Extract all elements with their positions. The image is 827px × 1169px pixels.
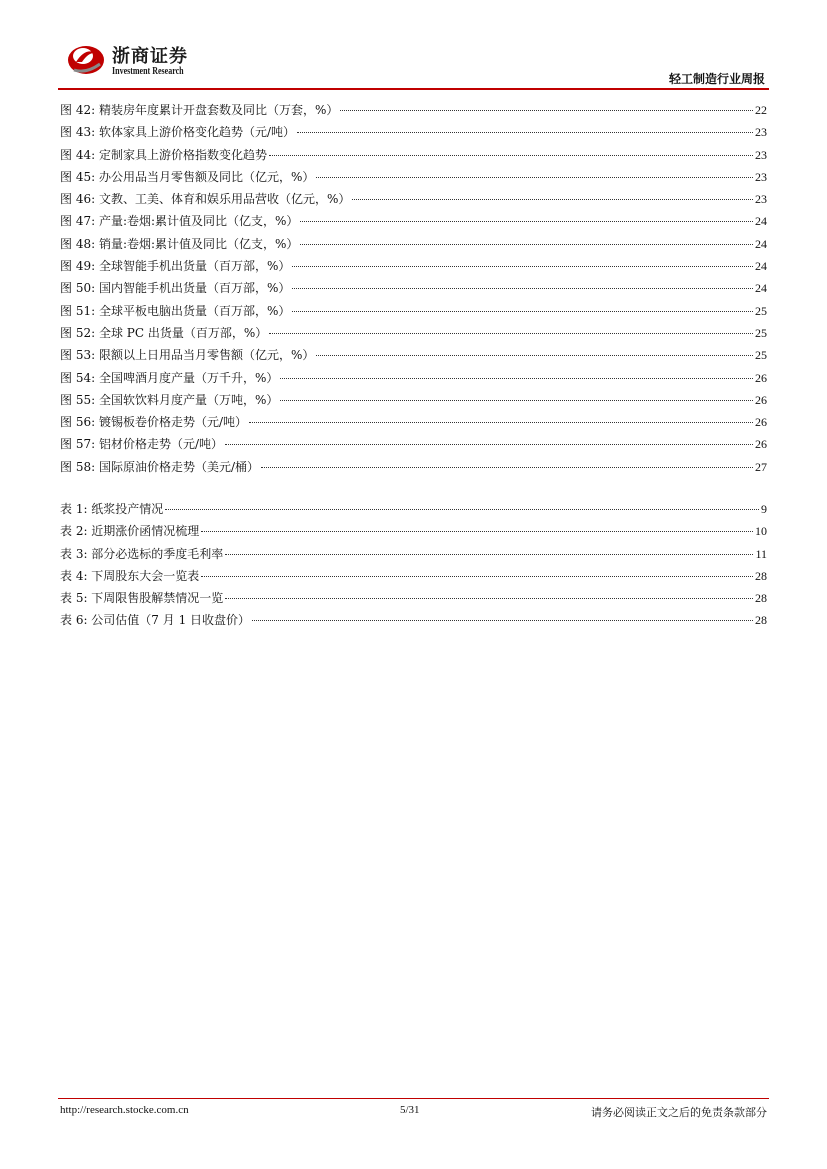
toc-leader-dots xyxy=(201,531,753,532)
toc-entry-page: 26 xyxy=(755,437,767,452)
toc-entry-label: 表 4: 下周股东大会一览表 xyxy=(60,568,200,583)
table-list xyxy=(60,500,767,634)
toc-entry-page: 10 xyxy=(755,524,767,539)
figure-toc-entry[interactable] xyxy=(60,413,767,435)
toc-entry-label: 图 52: 全球 PC 出货量（百万部，%） xyxy=(60,325,268,340)
logo-text-en: Investment Research xyxy=(112,66,184,77)
toc-entry-label: 图 55: 全国软饮料月度产量（万吨，%） xyxy=(60,392,279,407)
toc-leader-dots xyxy=(292,288,753,289)
table-toc-entry[interactable] xyxy=(60,567,767,589)
figure-toc-entry[interactable] xyxy=(60,101,767,123)
toc-leader-dots xyxy=(165,509,759,510)
toc-leader-dots xyxy=(316,355,753,356)
page-number: 5/31 xyxy=(400,1104,420,1116)
toc-leader-dots xyxy=(201,576,753,577)
header-divider xyxy=(58,88,769,90)
figure-toc-entry[interactable] xyxy=(60,346,767,368)
toc-entry-page: 28 xyxy=(755,568,767,583)
toc-entry-label: 图 56: 镀锡板卷价格走势（元/吨） xyxy=(60,415,247,430)
toc-entry-label: 表 3: 部分必选标的季度毛利率 xyxy=(60,546,224,561)
toc-entry-page: 27 xyxy=(755,459,767,474)
figure-toc-entry[interactable] xyxy=(60,190,767,212)
toc-entry-label: 图 58: 国际原油价格走势（美元/桶） xyxy=(60,459,259,474)
toc-leader-dots xyxy=(280,378,753,379)
toc-entry-page: 26 xyxy=(755,370,767,385)
toc-entry-page: 25 xyxy=(755,303,767,318)
toc-leader-dots xyxy=(225,554,753,555)
toc-entry-label: 表 6: 公司估值（7 月 1 日收盘价） xyxy=(60,613,251,628)
toc-entry-page: 24 xyxy=(755,259,767,274)
figure-toc-entry[interactable] xyxy=(60,212,767,234)
toc-entry-page: 28 xyxy=(755,613,767,628)
toc-leader-dots xyxy=(269,333,753,334)
toc-leader-dots xyxy=(292,311,753,312)
figure-list xyxy=(60,101,767,480)
toc-entry-label: 图 44: 定制家具上游价格指数变化趋势 xyxy=(60,147,267,162)
figure-toc-entry[interactable] xyxy=(60,435,767,457)
table-toc-entry[interactable] xyxy=(60,522,767,544)
table-toc-entry[interactable] xyxy=(60,500,767,522)
toc-entry-label: 图 54: 全国啤酒月度产量（万千升，%） xyxy=(60,370,279,385)
logo-text-cn: 浙商证券 xyxy=(112,46,188,67)
table-toc-entry[interactable] xyxy=(60,589,767,611)
footer-divider xyxy=(58,1098,769,1099)
toc-entry-page: 25 xyxy=(755,325,767,340)
toc-leader-dots xyxy=(300,221,753,222)
figure-toc-entry[interactable] xyxy=(60,324,767,346)
toc-entry-label: 表 1: 纸浆投产情况 xyxy=(60,502,164,516)
toc-entry-page: 24 xyxy=(755,281,767,296)
company-logo-icon xyxy=(66,40,106,76)
toc-entry-page: 24 xyxy=(755,214,767,229)
toc-entry-page: 22 xyxy=(755,103,767,117)
toc-entry-label: 图 53: 限额以上日用品当月零售额（亿元，%） xyxy=(60,348,315,363)
toc-leader-dots xyxy=(297,132,753,133)
toc-entry-label: 图 46: 文教、工美、体育和娱乐用品营收（亿元，%） xyxy=(60,192,351,207)
toc-leader-dots xyxy=(352,199,753,200)
toc-leader-dots xyxy=(300,244,753,245)
footer-url-link[interactable]: http://research.stocke.com.cn xyxy=(60,1104,189,1116)
toc-leader-dots xyxy=(292,266,753,267)
page-header xyxy=(0,0,827,95)
figure-toc-entry[interactable] xyxy=(60,279,767,301)
toc-entry-page: 26 xyxy=(755,392,767,407)
toc-entry-page: 28 xyxy=(755,591,767,606)
toc-entry-label: 图 43: 软体家具上游价格变化趋势（元/吨） xyxy=(60,125,295,140)
toc-entry-label: 图 42: 精装房年度累计开盘套数及同比（万套，%） xyxy=(60,103,339,117)
toc-entry-page: 23 xyxy=(755,147,767,162)
table-toc-entry[interactable] xyxy=(60,545,767,567)
toc-entry-label: 图 49: 全球智能手机出货量（百万部，%） xyxy=(60,259,291,274)
toc-entry-page: 11 xyxy=(755,546,767,561)
toc-entry-page: 24 xyxy=(755,236,767,251)
toc-entry-label: 表 5: 下周限售股解禁情况一览 xyxy=(60,591,224,606)
figure-toc-entry[interactable] xyxy=(60,302,767,324)
toc-entry-page: 9 xyxy=(761,502,767,516)
figure-toc-entry[interactable] xyxy=(60,146,767,168)
report-title: 轻工制造行业周报 xyxy=(668,72,765,86)
toc-entry-label: 图 48: 销量:卷烟:累计值及同比（亿支，%） xyxy=(60,236,299,251)
toc-leader-dots xyxy=(225,598,753,599)
figure-toc-entry[interactable] xyxy=(60,458,767,480)
toc-entry-page: 26 xyxy=(755,415,767,430)
toc-entry-label: 图 51: 全球平板电脑出货量（百万部，%） xyxy=(60,303,291,318)
figure-toc-entry[interactable] xyxy=(60,168,767,190)
toc-leader-dots xyxy=(269,155,753,156)
figure-toc-entry[interactable] xyxy=(60,369,767,391)
toc-leader-dots xyxy=(261,467,753,468)
toc-entry-page: 23 xyxy=(755,192,767,207)
toc-entry-label: 表 2: 近期涨价函情况梳理 xyxy=(60,524,200,539)
toc-leader-dots xyxy=(280,400,753,401)
toc-entry-label: 图 50: 国内智能手机出货量（百万部，%） xyxy=(60,281,291,296)
toc-entry-page: 25 xyxy=(755,348,767,363)
figure-toc-entry[interactable] xyxy=(60,123,767,145)
toc-leader-dots xyxy=(249,422,753,423)
figure-toc-entry[interactable] xyxy=(60,257,767,279)
footer-disclaimer: 请务必阅读正文之后的免责条款部分 xyxy=(591,1106,767,1119)
table-toc-entry[interactable] xyxy=(60,611,767,633)
toc-entry-page: 23 xyxy=(755,169,767,184)
toc-entry-label: 图 57: 铝材价格走势（元/吨） xyxy=(60,437,223,452)
toc-entry-page: 23 xyxy=(755,125,767,140)
toc-leader-dots xyxy=(225,444,753,445)
figure-toc-entry[interactable] xyxy=(60,391,767,413)
toc-leader-dots xyxy=(252,620,753,621)
figure-toc-entry[interactable] xyxy=(60,235,767,257)
toc-leader-dots xyxy=(316,177,753,178)
toc-entry-label: 图 47: 产量:卷烟:累计值及同比（亿支，%） xyxy=(60,214,299,229)
toc-leader-dots xyxy=(340,110,753,111)
toc-entry-label: 图 45: 办公用品当月零售额及同比（亿元，%） xyxy=(60,169,315,184)
